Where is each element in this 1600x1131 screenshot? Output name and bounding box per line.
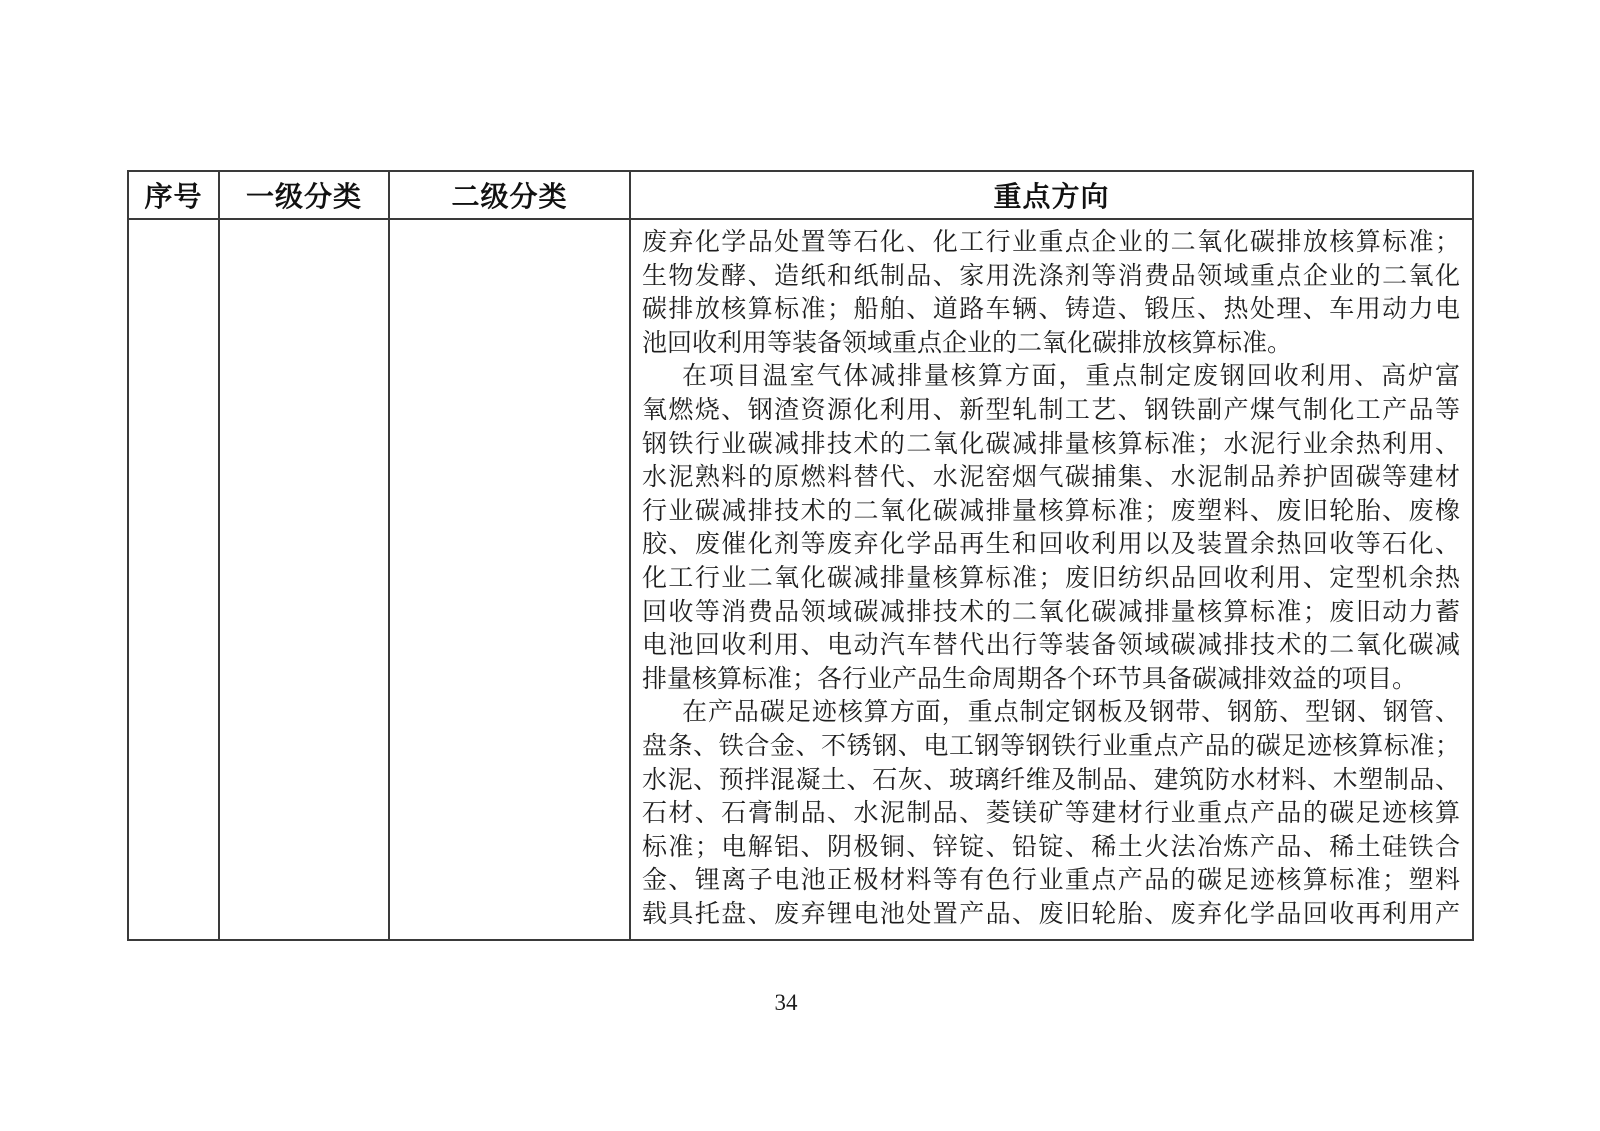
- key-direction-cell: [631, 220, 1472, 939]
- text-line: 电池回收利用、电动汽车替代出行等装备领域碳减排技术的二氧化碳减: [642, 632, 1460, 660]
- body-cell-level1: [220, 220, 390, 939]
- text-line: 碳排放核算标准；船舶、道路车辆、铸造、锻压、热处理、车用动力电: [642, 296, 1460, 324]
- text-line: 氧燃烧、钢渣资源化利用、新型轧制工艺、钢铁副产煤气制化工产品等: [642, 396, 1460, 424]
- text-line: 在项目温室气体减排量核算方面，重点制定废钢回收利用、高炉富: [682, 363, 1460, 391]
- header-label-level2: 二级分类: [451, 181, 568, 212]
- header-label-serial: 序号: [144, 181, 203, 212]
- text-line: 行业碳减排技术的二氧化碳减排量核算标准；废塑料、废旧轮胎、废橡: [642, 497, 1460, 525]
- text-line: 标准；电解铝、阴极铜、锌锭、铅锭、稀土火法冶炼产品、稀土硅铁合: [642, 833, 1460, 861]
- text-line: 池回收利用等装备领域重点企业的二氧化碳排放核算标准。: [642, 329, 1293, 357]
- text-line: 盘条、铁合金、不锈钢、电工钢等钢铁行业重点产品的碳足迹核算标准；: [642, 732, 1460, 760]
- text-line: 石材、石膏制品、水泥制品、菱镁矿等建材行业重点产品的碳足迹核算: [642, 800, 1460, 828]
- text-line: 在产品碳足迹核算方面，重点制定钢板及钢带、钢筋、型钢、钢管、: [682, 699, 1460, 727]
- body-cell-level2: [390, 220, 631, 939]
- text-line: 水泥、预拌混凝土、石灰、玻璃纤维及制品、建筑防水材料、木塑制品、: [642, 766, 1460, 794]
- body-cell-serial: [129, 220, 220, 939]
- text-line: 钢铁行业碳减排技术的二氧化碳减排量核算标准；水泥行业余热利用、: [642, 430, 1460, 458]
- text-line: 废弃化学品处置等石化、化工行业重点企业的二氧化碳排放核算标准；: [642, 229, 1460, 256]
- header-label-key-direction: 重点方向: [993, 181, 1110, 212]
- text-line: 生物发酵、造纸和纸制品、家用洗涤剂等消费品领域重点企业的二氧化: [642, 262, 1460, 290]
- text-line: 金、锂离子电池正极材料等有色行业重点产品的碳足迹核算标准；塑料: [642, 867, 1460, 895]
- text-line: 化工行业二氧化碳减排量核算标准；废旧纺织品回收利用、定型机余热: [642, 564, 1460, 592]
- text-line: 载具托盘、废弃锂电池处置产品、废旧轮胎、废弃化学品回收再利用产: [642, 900, 1460, 928]
- text-line: 水泥熟料的原燃料替代、水泥窑烟气碳捕集、水泥制品养护固碳等建材: [642, 464, 1460, 492]
- header-cell-key-direction: [631, 172, 1472, 220]
- text-line: 胶、废催化剂等废弃化学品再生和回收利用以及装置余热回收等石化、: [642, 531, 1460, 559]
- text-line: 回收等消费品领域碳减排技术的二氧化碳减排量核算标准；废旧动力蓄: [642, 598, 1460, 626]
- header-label-level1: 一级分类: [245, 181, 362, 212]
- classification-table: [127, 170, 1474, 941]
- text-line: 排量核算标准；各行业产品生命周期各个环节具备碳减排效益的项目。: [642, 665, 1418, 693]
- header-cell-serial: [129, 172, 220, 220]
- page-number: 34: [774, 990, 798, 1015]
- header-cell-level2: [390, 172, 631, 220]
- header-cell-level1: [220, 172, 390, 220]
